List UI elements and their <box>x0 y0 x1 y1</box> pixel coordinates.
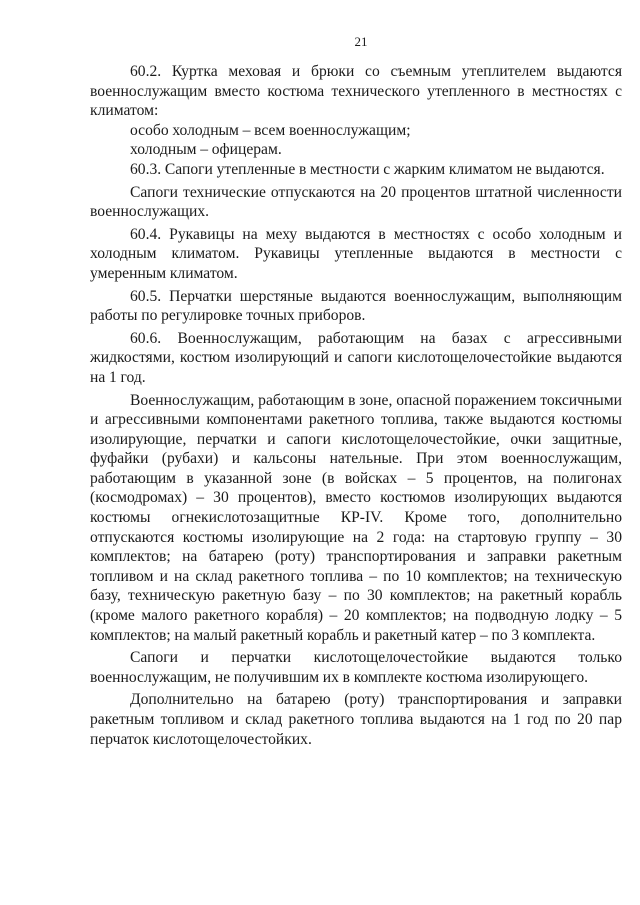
paragraph-60-3: 60.3. Сапоги утепленные в местности с жарким климатом не выдаются. <box>130 160 605 178</box>
paragraph-hazard-zone: Военнослужащим, работающим в зоне, опасной поражением токсичными и агрессивными компонентами ракетного топлива, также выдаются костюмы изолирующие, перчатки и сапоги кислотощелочестойкие, очки защитные, фуфайки (рубахи) и кальсоны нательные. При этом военнослужащим, работающим в указанной зоне (в войсках – 5 процентов, на полигонах (космодромах) – 30 процентов), вместо костюмов изолирующих выдаются костюмы огнекислотозащитные КР-IV. Кроме того, дополнительно отпускаются костюмы изолирующие на 2 года: на стартовую группу – 30 комплектов; на батарею (роту) транспортирования и заправки ракетным топливом и на склад ракетного топлива – по 10 комплектов; на техническую базу, техническую ракетную базу – по 30 комплектов; на ракетный корабль (кроме малого ракетного корабля) – 20 комплектов; на подводную лодку – 5 комплектов; на малый ракетный корабль и ракетный катер – по 3 комплекта. <box>90 391 622 644</box>
document-body <box>90 62 622 749</box>
paragraph-60-2: 60.2. Куртка меховая и брюки со съемным утеплителем выдаются военнослужащим вместо костюма технического утепленного в местностях с климатом: <box>90 63 622 120</box>
page-number: 21 <box>354 34 368 49</box>
paragraph-boots-gloves: Сапоги и перчатки кислотощелочестойкие выдаются только военнослужащим, не получившим их в комплекте костюма изолирующего. <box>90 649 622 686</box>
paragraph-60-6: 60.6. Военнослужащим, работающим на базах с агрессивными жидкостями, костюм изолирующий и сапоги кислотощелочестойкие выдаются на 1 год. <box>90 329 622 386</box>
paragraph-additional-gloves: Дополнительно на батарею (роту) транспортирования и заправки ракетным топливом и склад ракетного топлива выдаются на 1 год по 20 пар перчаток кислотощелочестойких. <box>90 691 622 748</box>
paragraph-technical-boots: Сапоги технические отпускаются на 20 процентов штатной численности военнослужащих. <box>90 183 622 221</box>
paragraph-60-4: 60.4. Рукавицы на меху выдаются в местностях с особо холодным и холодным климатом. Рукавицы утепленные выдаются в местности с умеренным климатом. <box>90 225 622 282</box>
paragraph-climate-cold: холодным – офицерам. <box>130 141 282 159</box>
paragraph-climate-especially-cold: особо холодным – всем военнослужащим; <box>130 121 411 139</box>
paragraph-60-5: 60.5. Перчатки шерстяные выдаются военнослужащим, выполняющим работы по регулировке точных приборов. <box>90 287 622 325</box>
